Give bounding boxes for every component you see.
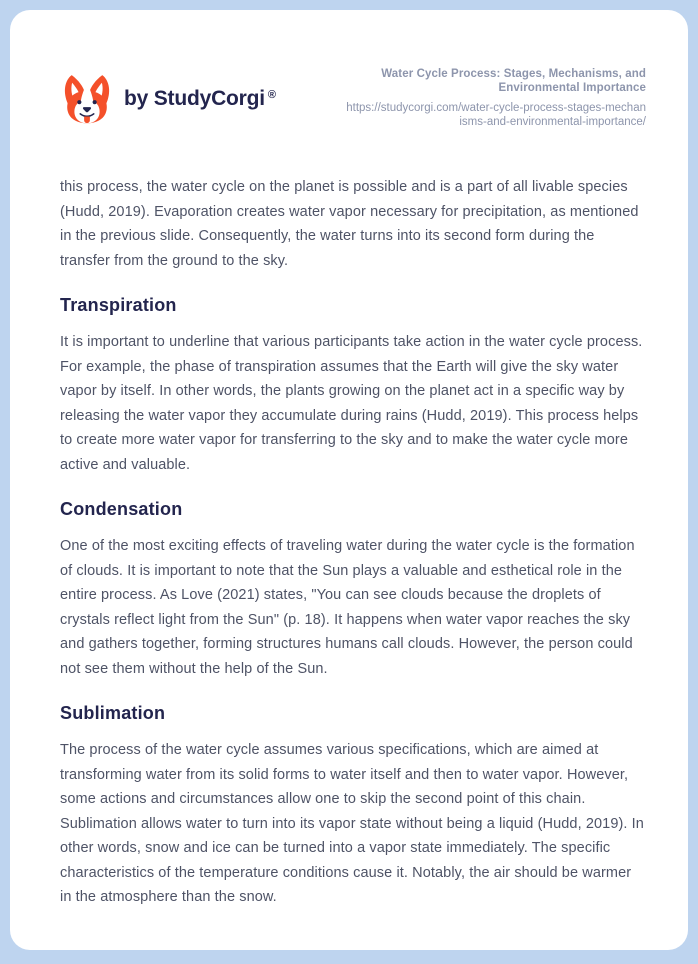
document-url-link[interactable]: https://studycorgi.com/water-cycle-process-stages-mechanisms-and-environmental-importance/: [346, 102, 646, 128]
section-paragraph-transpiration: It is important to underline that various participants take action in the water cycle process. For example, the phase of transpiration assumes that the Earth will give the sky water vapor by itself. In other words, the plants growing on the planet act in a specific way by releasing the water vapor they accumulate during rains (Hudd, 2019). This process helps to create more water vapor for transferring to the sky and to make the water cycle more active and valuable.: [60, 334, 643, 473]
document-card: [10, 10, 688, 950]
corgi-logo-icon: [60, 70, 114, 128]
intro-paragraph: this process, the water cycle on the planet is possible and is a part of all livable species (Hudd, 2019). Evaporation creates water vapor necessary for precipitation, as mentioned in the previous slide. Consequently, the water turns into its second form during the transfer from the ground to the sky.: [60, 179, 639, 269]
document-header: [60, 68, 646, 129]
section-paragraph-condensation: One of the most exciting effects of traveling water during the water cycle is the formation of clouds. It is important to note that the Sun plays a valuable and esthetical role in the entire process. As Love (2021) states, "You can see clouds because the droplets of crystals reflect light from the Sun" (p. 18). It happens when water vapor reaches the sky and gathers together, forming structures humans call clouds. However, the person could not see them without the help of the Sun.: [60, 538, 635, 677]
registered-mark: ®: [267, 88, 277, 101]
section-heading-sublimation: Sublimation: [60, 703, 166, 723]
section-heading-condensation: Condensation: [60, 499, 183, 519]
studycorgi-logo: [60, 70, 276, 128]
header-meta: [346, 68, 646, 129]
logo-text: by StudyCorgi: [124, 86, 265, 110]
document-content: [60, 175, 646, 910]
document-title: Water Cycle Process: Stages, Mechanisms, and Environmental Importance: [381, 68, 646, 94]
section-heading-transpiration: Transpiration: [60, 295, 177, 315]
section-paragraph-sublimation: The process of the water cycle assumes various specifications, which are aimed at transforming water from its solid forms to water itself and then to water vapor. However, some actions and circumstances allow one to skip the second point of this chain. Sublimation allows water to turn into its vapor state without being a liquid (Hudd, 2019). In other words, snow and ice can be turned into a vapor state immediately. The specific characteristics of the temperature conditions cause it. Notably, the air should be warmer in the atmosphere than the snow.: [60, 742, 644, 905]
